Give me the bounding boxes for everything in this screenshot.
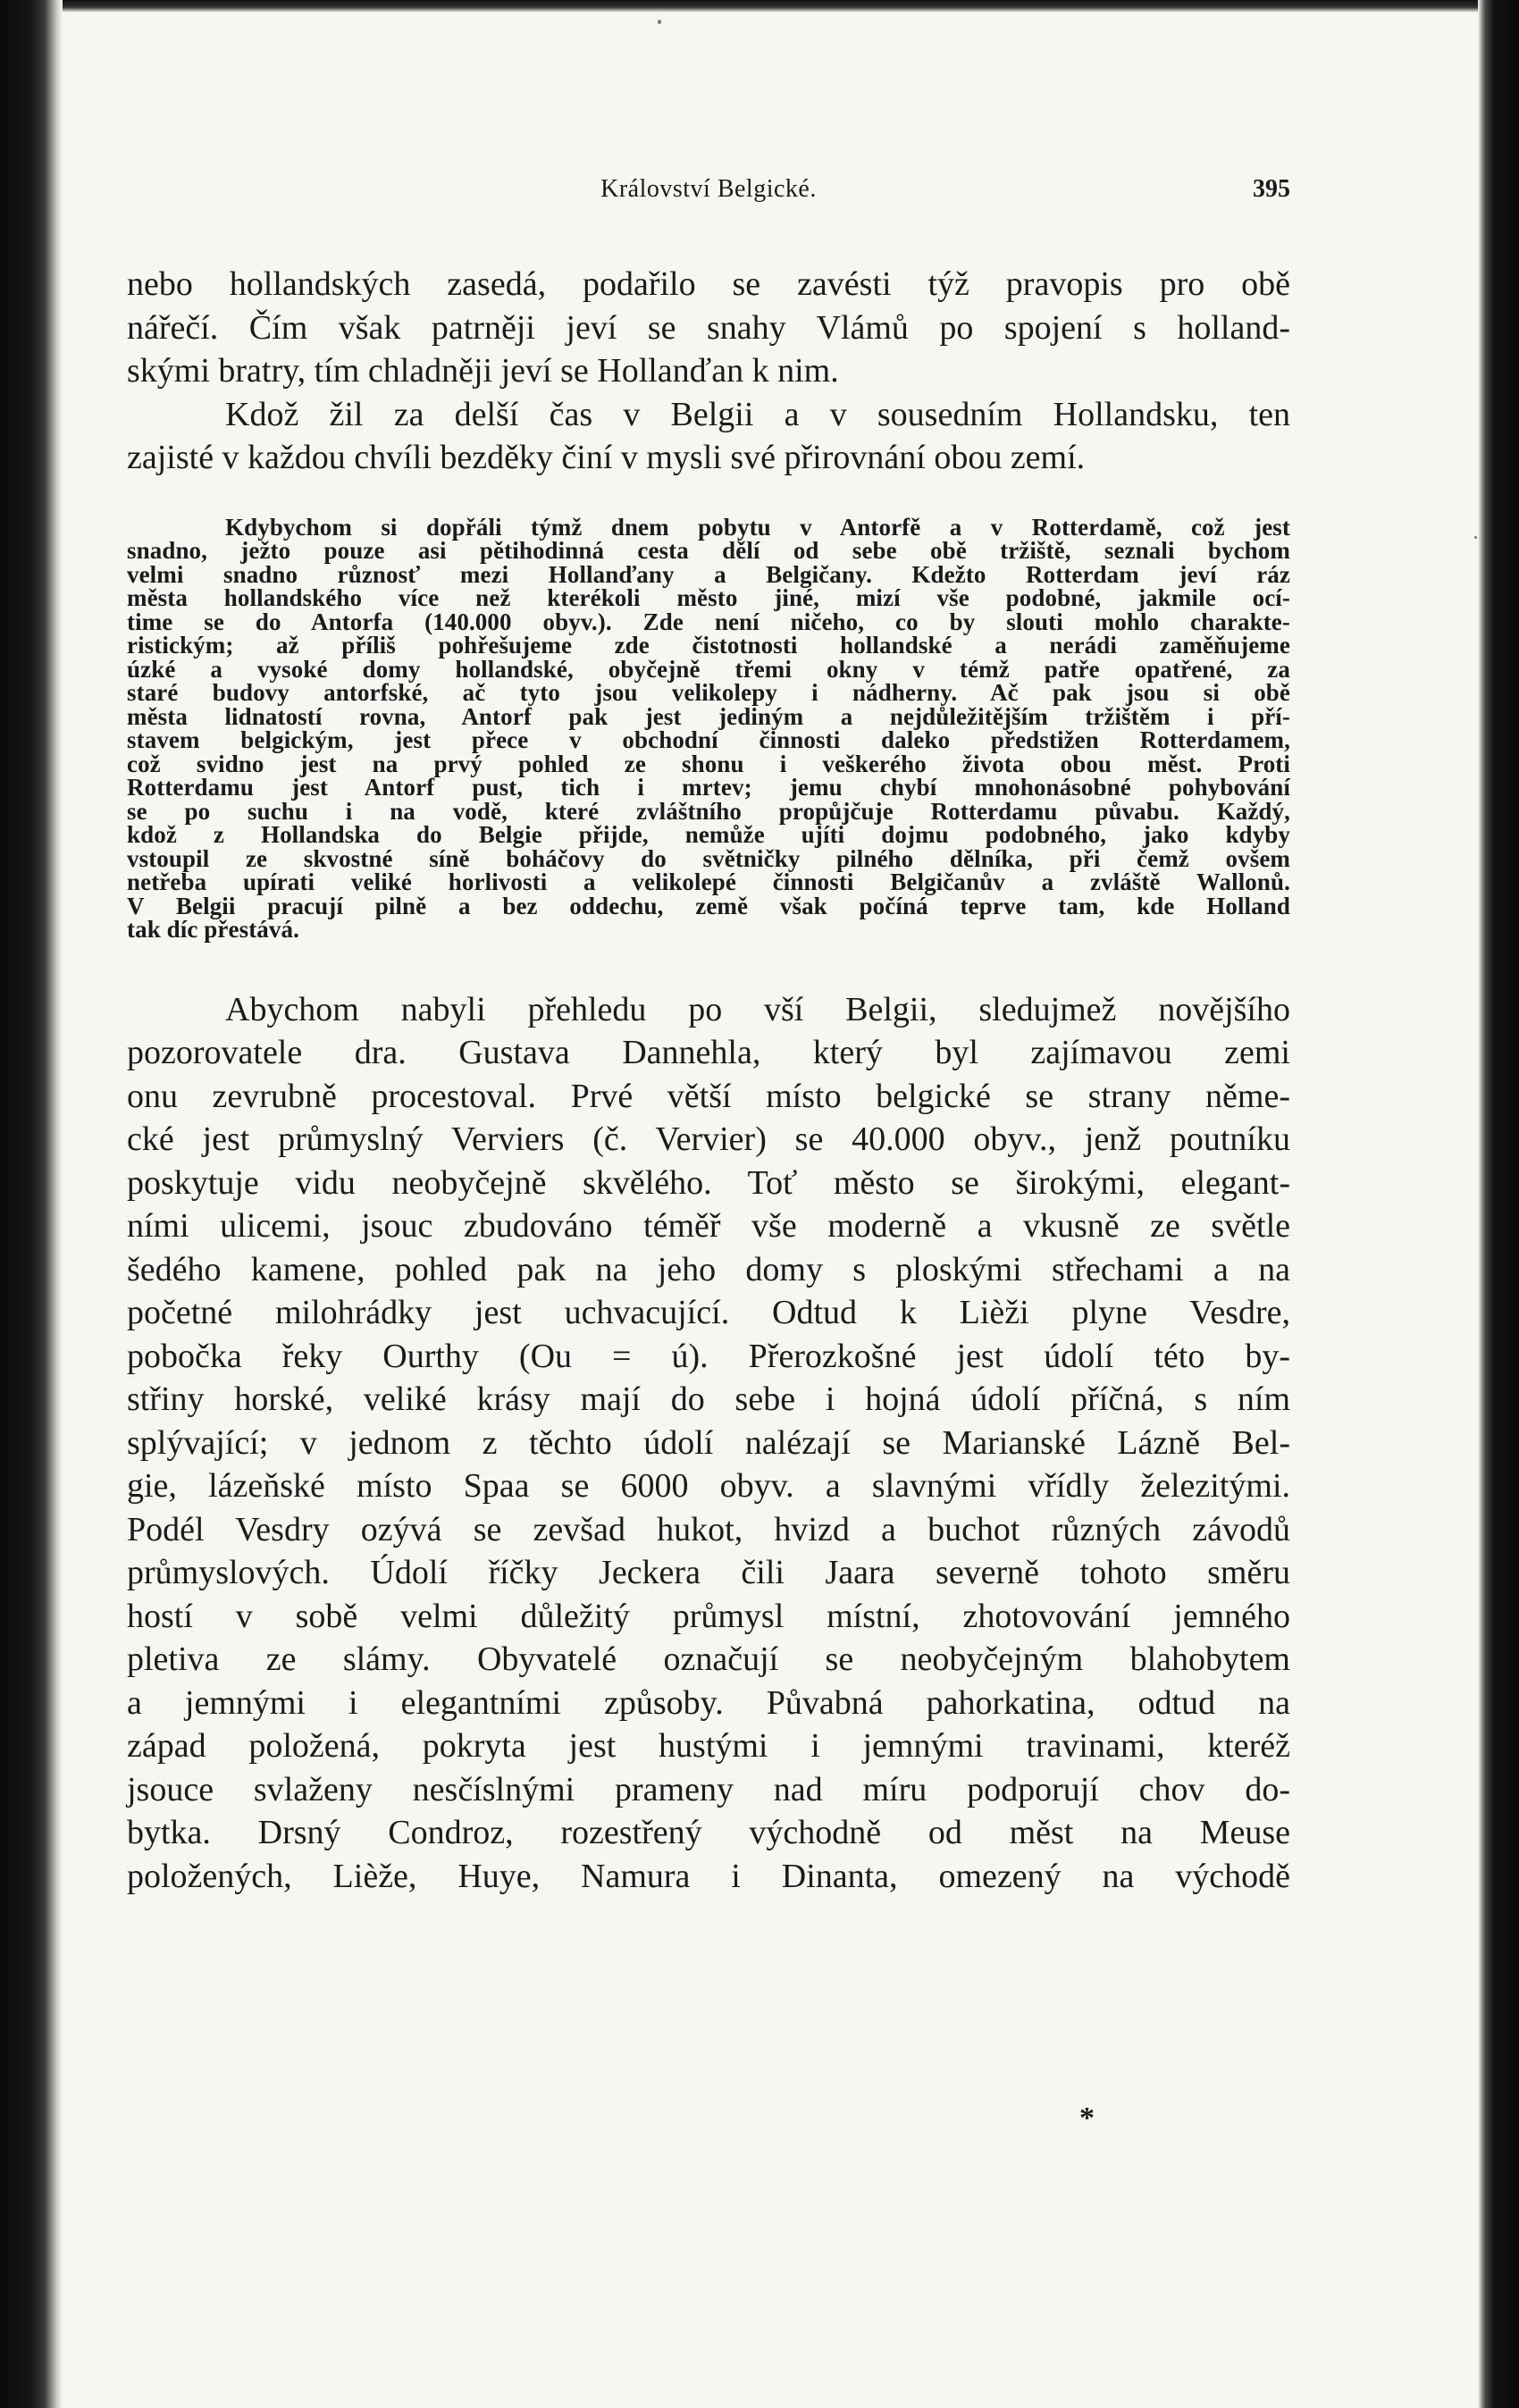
signature-mark: * [1079, 2102, 1095, 2135]
page-number: 395 [1253, 175, 1290, 203]
note-line: netřeba upírati veliké horlivosti a velikolepé činnosti Belgičanův a zvláště Wallonů. [127, 868, 1290, 895]
note-line: se po suchu i na vodě, které zvláštního propůjčuje Rotterdamu půvabu. Každý, [127, 797, 1290, 825]
note-line: stavem belgickým, jest přece v obchodní činnosti daleko předstižen Rotterdamem, [127, 726, 1290, 753]
note-line: time se do Antorfa (140.000 obyv.). Zde není ničeho, co by slouti mohlo charakte- [127, 608, 1290, 635]
note-line: což svidno jest na prvý pohled ze shonu i veškerého života obou měst. Proti [127, 750, 1290, 777]
text-line: střiny horské, veliké krásy mají do sebe i hojná údolí příčná, s ním [127, 1380, 1290, 1418]
note-line: Rotterdamu jest Antorf pust, tich i mrtev; jemu chybí mnohonásobné pohybování [127, 774, 1290, 801]
text-line: skými bratry, tím chladněji jeví se Hollanďan k nim. [127, 352, 839, 390]
text-line: onu zevrubně procestoval. Prvé větší místo belgické se strany něme- [127, 1077, 1290, 1115]
text-line: zajisté v každou chvíli bezděky činí v mysli své přirovnání obou zemí. [127, 439, 1086, 476]
text-line: splývající; v jednom z těchto údolí nalézají se Marianské Lázně Bel- [127, 1423, 1290, 1462]
text-line: početné milohrádky jest uchvacující. Odtud k Lièži plyne Vesdre, [127, 1294, 1290, 1331]
note-line: vstoupil ze skvostné síně boháčovy do světničky pilného dělníka, při čemž ovšem [127, 844, 1290, 872]
text-line: jsouce svlaženy nesčíslnými prameny nad míru podporují chov do- [127, 1770, 1290, 1808]
scan-border-left [0, 0, 63, 2408]
note-line: tak díc přestává. [127, 916, 299, 943]
text-line: položených, Lièže, Huye, Namura i Dinanta, omezený na východě [127, 1857, 1290, 1895]
text-line: nebo hollandských zasedá, podařilo se zavésti týž pravopis pro obě [127, 265, 1290, 303]
scan-border-right [1478, 0, 1519, 2408]
text-line: pozorovatele dra. Gustava Dannehla, který byl zajímavou zemi [127, 1034, 1290, 1071]
intro-paragraph [127, 263, 1290, 393]
text-line: nářečí. Čím však patrněji jeví se snahy Vlámů po spojení s holland- [127, 308, 1290, 347]
note-line: V Belgii pracují pilně a bez oddechu, země však počíná teprve tam, kde Holland [127, 892, 1290, 919]
text-line: západ položená, pokryta jest hustými i jemnými travinami, kteréž [127, 1727, 1290, 1765]
text-line: a jemnými i elegantními způsoby. Půvabná pahorkatina, odtud na [127, 1683, 1290, 1722]
note-line: staré budovy antorfské, ač tyto jsou velikolepy i nádherny. Ač pak jsou si obě [127, 679, 1290, 706]
text-line: Kdož žil za delší čas v Belgii a v sousedním Hollandsku, ten [225, 395, 1290, 433]
text-line: poskytuje vidu neobyčejně skvělého. Toť město se širokými, elegant- [127, 1163, 1290, 1202]
text-line: bytka. Drsný Condroz, rozestřený východně od měst na Meuse [127, 1814, 1290, 1851]
text-line: cké jest průmyslný Verviers (č. Vervier) se 40.000 obyv., jenž poutníku [127, 1120, 1290, 1158]
running-title: Království Belgické. [600, 175, 817, 203]
note-line: Kdybychom si dopřáli týmž dnem pobytu v Antorfě a v Rotterdamě, což jest [225, 513, 1290, 541]
book-page [127, 175, 1290, 1898]
text-line: Abychom nabyli přehledu po vší Belgii, sledujmež novějšího [225, 990, 1290, 1028]
page-header [127, 175, 1290, 211]
text-line: pletiva ze slámy. Obyvatelé označují se neobyčejným blahobytem [127, 1640, 1290, 1678]
text-line: Podél Vesdry ozývá se zevšad hukot, hvizd a buchot různých závodů [127, 1510, 1290, 1548]
text-line: ními ulicemi, jsouc zbudováno téměř vše moderně a vkusně ze světle [127, 1207, 1290, 1245]
note-line: velmi snadno různosť mezi Hollanďany a Belgičany. Kdežto Rotterdam jeví ráz [127, 560, 1290, 588]
note-line: města lidnatostí rovna, Antorf pak jest jediným a nejdůležitějším tržištěm i pří- [127, 702, 1290, 730]
note-line: snadno, ježto pouze asi pětihodinná cesta dělí od sebe obě tržiště, seznali bychom [127, 537, 1290, 564]
note-line: úzké a vysoké domy hollandské, obyčejně třemi okny v témž patře opatřené, za [127, 655, 1290, 683]
text-line: průmyslových. Údolí říčky Jeckera čili Jaara severně tohoto směru [127, 1554, 1290, 1591]
scan-border-top [0, 0, 1519, 13]
text-line: šedého kamene, pohled pak na jeho domy s ploskými střechami a na [127, 1250, 1290, 1288]
main-paragraph [127, 988, 1290, 1899]
second-paragraph [127, 393, 1290, 480]
text-line: gie, lázeňské místo Spaa se 6000 obyv. a slavnými vřídly železitými. [127, 1467, 1290, 1505]
note-line: kdož z Hollandska do Belgie přijde, nemůže ujíti dojmu podobného, jako kdyby [127, 821, 1290, 848]
scan-speck [1474, 536, 1477, 539]
text-line: hostí v sobě velmi důležitý průmysl místní, zhotovování jemného [127, 1597, 1290, 1635]
note-line: ristickým; až příliš pohřešujeme zde čistotnosti hollandské a nerádi zaměňujeme [127, 632, 1290, 659]
note-block [127, 513, 1290, 943]
scan-speck [658, 20, 661, 24]
note-line: města hollandského více než kterékoli město jiné, mizí vše podobné, jakmile ocí- [127, 584, 1290, 611]
text-line: pobočka řeky Ourthy (Ou = ú). Přerozkošné jest údolí této by- [127, 1337, 1290, 1375]
